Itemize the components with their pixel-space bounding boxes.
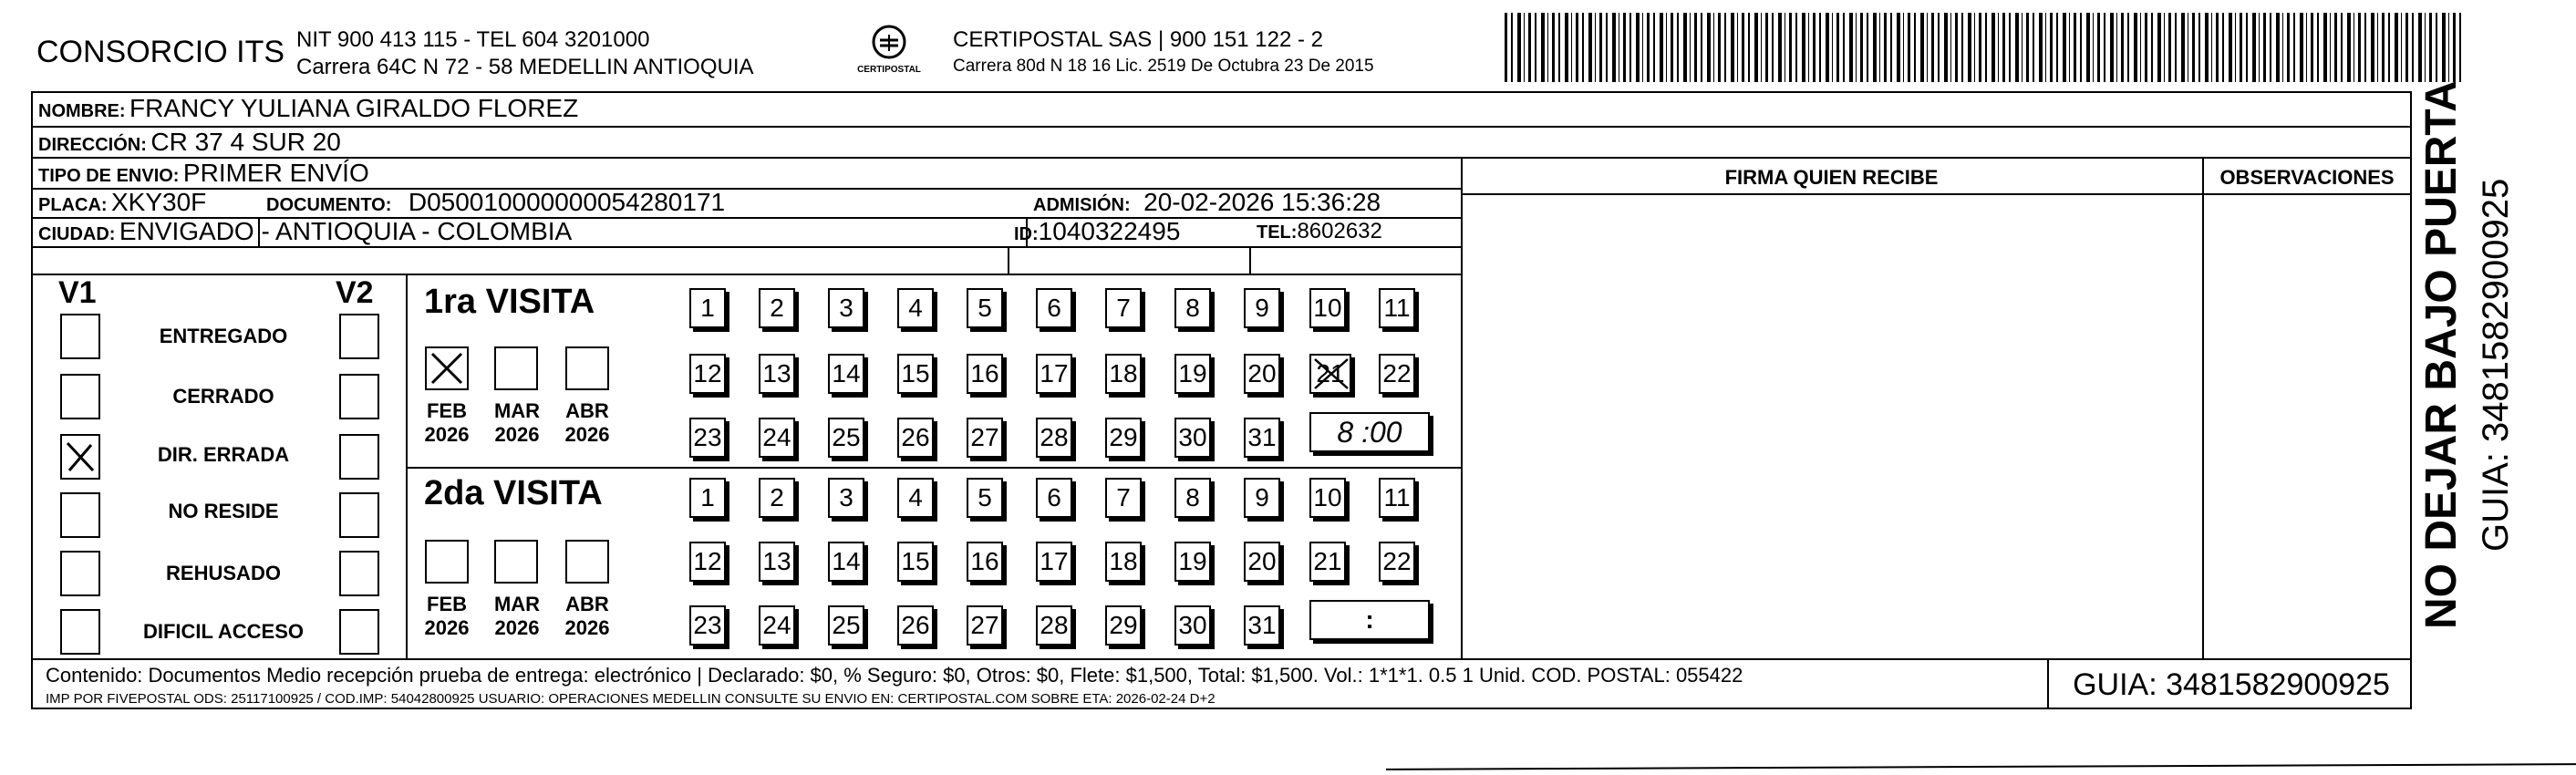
visit1-day-20[interactable]: 20	[1244, 354, 1280, 394]
visit2-day-4[interactable]: 4	[897, 478, 934, 518]
visit1-day-8[interactable]: 8	[1174, 288, 1211, 328]
visit2-month-mar-checkbox[interactable]	[494, 540, 538, 584]
visit1-day-4[interactable]: 4	[897, 288, 934, 328]
signature-header: FIRMA QUIEN RECIBE	[1724, 166, 1939, 189]
footer-guia: GUIA: 3481582900925	[2073, 667, 2390, 702]
status-entregado: ENTREGADO	[159, 325, 288, 347]
visit1-month-feb-checkbox[interactable]	[425, 346, 469, 390]
logo-text: CERTIPOSTAL	[857, 65, 921, 75]
visit2-day-14[interactable]: 14	[828, 542, 864, 582]
bottom-edge	[1386, 763, 2576, 770]
city-value: ENVIGADO - ANTIOQUIA - COLOMBIA	[119, 217, 573, 245]
visit1-day-7[interactable]: 7	[1105, 288, 1142, 328]
visit1-day-14[interactable]: 14	[828, 354, 864, 394]
visit1-time-field[interactable]: 8 :00	[1309, 412, 1430, 452]
visit1-day-6[interactable]: 6	[1036, 288, 1072, 328]
visit2-day-22[interactable]: 22	[1379, 542, 1415, 582]
company-name: CONSORCIO ITS	[36, 35, 285, 69]
admission-value: 20-02-2026 15:36:28	[1143, 188, 1381, 216]
admission-cell	[1033, 188, 1381, 217]
tel-value: 8602632	[1297, 219, 1382, 243]
status-no-reside: NO RESIDE	[168, 500, 279, 522]
visit1-day-22[interactable]: 22	[1379, 354, 1415, 394]
address-row	[38, 128, 341, 157]
visit2-day-31[interactable]: 31	[1244, 605, 1280, 646]
carrier-line: CERTIPOSTAL SAS | 900 151 122 - 2	[953, 27, 1323, 52]
admission-label: ADMISIÓN:	[1033, 195, 1131, 215]
visit1-day-16[interactable]: 16	[967, 354, 1003, 394]
side-notice: NO DEJAR BAJO PUERTA	[2417, 80, 2466, 629]
document-label: DOCUMENTO:	[266, 195, 392, 215]
visit2-title: 2da VISITA	[424, 474, 603, 512]
v1-checkbox-dir-errada[interactable]	[60, 434, 100, 480]
visit2-day-23[interactable]: 23	[689, 605, 726, 646]
v1-checkbox-rehusado[interactable]	[60, 551, 100, 596]
tel-cell	[1257, 219, 1382, 244]
v2-checkbox-dificil-acceso[interactable]	[339, 609, 379, 655]
shipment-type: PRIMER ENVÍO	[182, 159, 369, 187]
v2-checkbox-entregado[interactable]	[339, 314, 379, 359]
v2-checkbox-no-reside[interactable]	[339, 492, 379, 538]
visit2-day-11[interactable]: 11	[1379, 478, 1415, 518]
barcode-icon	[1505, 13, 2462, 82]
visit1-day-10[interactable]: 10	[1309, 288, 1346, 328]
recipient-name: FRANCY YULIANA GIRALDO FLOREZ	[129, 94, 579, 122]
certipostal-logo	[853, 24, 926, 75]
v1-checkbox-no-reside[interactable]	[60, 492, 100, 538]
visit2-day-12[interactable]: 12	[689, 542, 726, 582]
visit1-day-25[interactable]: 25	[828, 418, 864, 458]
visit1-day-11[interactable]: 11	[1379, 288, 1415, 328]
visit1-month-abr-label: ABR 2026	[564, 399, 610, 446]
type-label: TIPO DE ENVIO:	[38, 166, 180, 186]
visit2-month-mar-label: MAR 2026	[493, 593, 541, 639]
v2-checkbox-rehusado[interactable]	[339, 551, 379, 596]
visit2-day-26[interactable]: 26	[897, 605, 934, 646]
observations-header: OBSERVACIONES	[2219, 166, 2395, 189]
plate-label: PLACA:	[38, 195, 108, 215]
visit1-day-18[interactable]: 18	[1105, 354, 1142, 394]
status-cerrado: CERRADO	[172, 385, 274, 408]
v1-checkbox-entregado[interactable]	[60, 314, 100, 359]
visit1-month-mar-checkbox[interactable]	[494, 346, 538, 390]
visit1-day-31[interactable]: 31	[1244, 418, 1280, 458]
id-value: 1040322495	[1038, 217, 1181, 245]
name-row	[38, 94, 578, 123]
visit2-day-19[interactable]: 19	[1174, 542, 1211, 582]
visit2-day-6[interactable]: 6	[1036, 478, 1072, 518]
city-cell	[38, 217, 572, 246]
address-label: DIRECCIÓN:	[38, 135, 147, 155]
visit1-day-29[interactable]: 29	[1105, 418, 1142, 458]
visit1-day-21[interactable]: 21	[1309, 354, 1351, 394]
visit1-day-9[interactable]: 9	[1244, 288, 1280, 328]
visit2-day-13[interactable]: 13	[759, 542, 795, 582]
document-value: D050010000000054280171	[408, 188, 726, 216]
visit1-day-30[interactable]: 30	[1174, 418, 1211, 458]
visit1-month-feb-label: FEB 2026	[424, 399, 470, 446]
v2-checkbox-cerrado[interactable]	[339, 374, 379, 419]
visit2-day-7[interactable]: 7	[1105, 478, 1142, 518]
contents-line: Contenido: Documentos Medio recepción prueba de entrega: electrónico | Declarado: $0, % Seguro: $0, Otros: $0, Flete: $1,500, Total: $1,500. Vol.: 1*1*1. 0.5 1 Unid. COD. POSTAL: 055422	[46, 664, 1743, 687]
visit2-day-15[interactable]: 15	[897, 542, 934, 582]
id-cell	[1014, 217, 1180, 246]
visit1-day-17[interactable]: 17	[1036, 354, 1072, 394]
visit1-day-12[interactable]: 12	[689, 354, 726, 394]
visit1-day-2[interactable]: 2	[759, 288, 795, 328]
visit2-day-8[interactable]: 8	[1174, 478, 1211, 518]
company-address: Carrera 64C N 72 - 58 MEDELLIN ANTIOQUIA	[296, 55, 754, 79]
visit2-month-feb-label: FEB 2026	[424, 593, 470, 639]
name-label: NOMBRE:	[38, 101, 126, 121]
visit2-day-2[interactable]: 2	[759, 478, 795, 518]
plate-value: XKY30F	[111, 188, 207, 216]
visit1-title: 1ra VISITA	[424, 283, 595, 321]
logo-icon	[869, 24, 909, 60]
visit2-day-29[interactable]: 29	[1105, 605, 1142, 646]
check-mark-icon	[62, 436, 98, 478]
v2-checkbox-dir-errada[interactable]	[339, 434, 379, 480]
print-line: IMP POR FIVEPOSTAL ODS: 25117100925 / COD.IMP: 54042800925 USUARIO: OPERACIONES MEDELLIN CONSULTE SU ENVIO EN: CERTIPOSTAL.COM SOBRE ETA: 2026-02-24 D+2	[46, 691, 1216, 707]
visit2-month-abr-checkbox[interactable]	[565, 540, 609, 584]
visit2-day-28[interactable]: 28	[1036, 605, 1072, 646]
cross-mark-icon	[1311, 356, 1351, 392]
visit1-day-27[interactable]: 27	[967, 418, 1003, 458]
status-dificil-acceso: DIFICIL ACCESO	[142, 620, 304, 643]
visit1-month-abr-checkbox[interactable]	[565, 346, 609, 390]
visit2-day-17[interactable]: 17	[1036, 542, 1072, 582]
side-guia: GUIA: 3481582900925	[2476, 178, 2516, 552]
visit2-day-5[interactable]: 5	[967, 478, 1003, 518]
carrier-address: Carrera 80d N 18 16 Lic. 2519 De Octubra 23 De 2015	[953, 57, 1374, 76]
visit1-day-24[interactable]: 24	[759, 418, 795, 458]
visit2-day-3[interactable]: 3	[828, 478, 864, 518]
status-rehusado: REHUSADO	[166, 562, 281, 584]
visit2-month-abr-label: ABR 2026	[564, 593, 610, 639]
visit1-day-5[interactable]: 5	[967, 288, 1003, 328]
visit2-day-18[interactable]: 18	[1105, 542, 1142, 582]
tel-label: TEL:	[1257, 222, 1298, 243]
type-row	[38, 159, 369, 188]
visit2-day-30[interactable]: 30	[1174, 605, 1211, 646]
nit-line: NIT 900 413 115 - TEL 604 3201000	[296, 27, 650, 52]
visit1-day-28[interactable]: 28	[1036, 418, 1072, 458]
visit2-day-10[interactable]: 10	[1309, 478, 1346, 518]
visit1-month-mar-label: MAR 2026	[493, 399, 541, 446]
plate-cell	[38, 188, 206, 217]
visit2-time-field[interactable]: :	[1309, 600, 1430, 640]
visit1-day-3[interactable]: 3	[828, 288, 864, 328]
visit1-day-1[interactable]: 1	[689, 288, 726, 328]
visit2-day-21[interactable]: 21	[1309, 542, 1346, 582]
check-mark-icon	[427, 348, 467, 388]
visit2-day-24[interactable]: 24	[759, 605, 795, 646]
visit1-day-13[interactable]: 13	[759, 354, 795, 394]
recipient-address: CR 37 4 SUR 20	[150, 128, 341, 156]
city-label: CIUDAD:	[38, 224, 116, 244]
v2-header: V2	[336, 275, 374, 310]
v1-checkbox-cerrado[interactable]	[60, 374, 100, 419]
visit2-day-9[interactable]: 9	[1244, 478, 1280, 518]
visit2-day-16[interactable]: 16	[967, 542, 1003, 582]
visit1-day-26[interactable]: 26	[897, 418, 934, 458]
visit1-day-19[interactable]: 19	[1174, 354, 1211, 394]
status-dir-errada: DIR. ERRADA	[157, 443, 290, 466]
visit1-day-23[interactable]: 23	[689, 418, 726, 458]
visit2-day-25[interactable]: 25	[828, 605, 864, 646]
id-label: ID:	[1014, 224, 1039, 244]
visit2-day-20[interactable]: 20	[1244, 542, 1280, 582]
visit2-day-27[interactable]: 27	[967, 605, 1003, 646]
v1-checkbox-dificil-acceso[interactable]	[60, 609, 100, 655]
v1-header: V1	[58, 275, 97, 310]
document-cell	[266, 188, 725, 217]
visit1-day-15[interactable]: 15	[897, 354, 934, 394]
visit2-month-feb-checkbox[interactable]	[425, 540, 469, 584]
visit2-day-1[interactable]: 1	[689, 478, 726, 518]
